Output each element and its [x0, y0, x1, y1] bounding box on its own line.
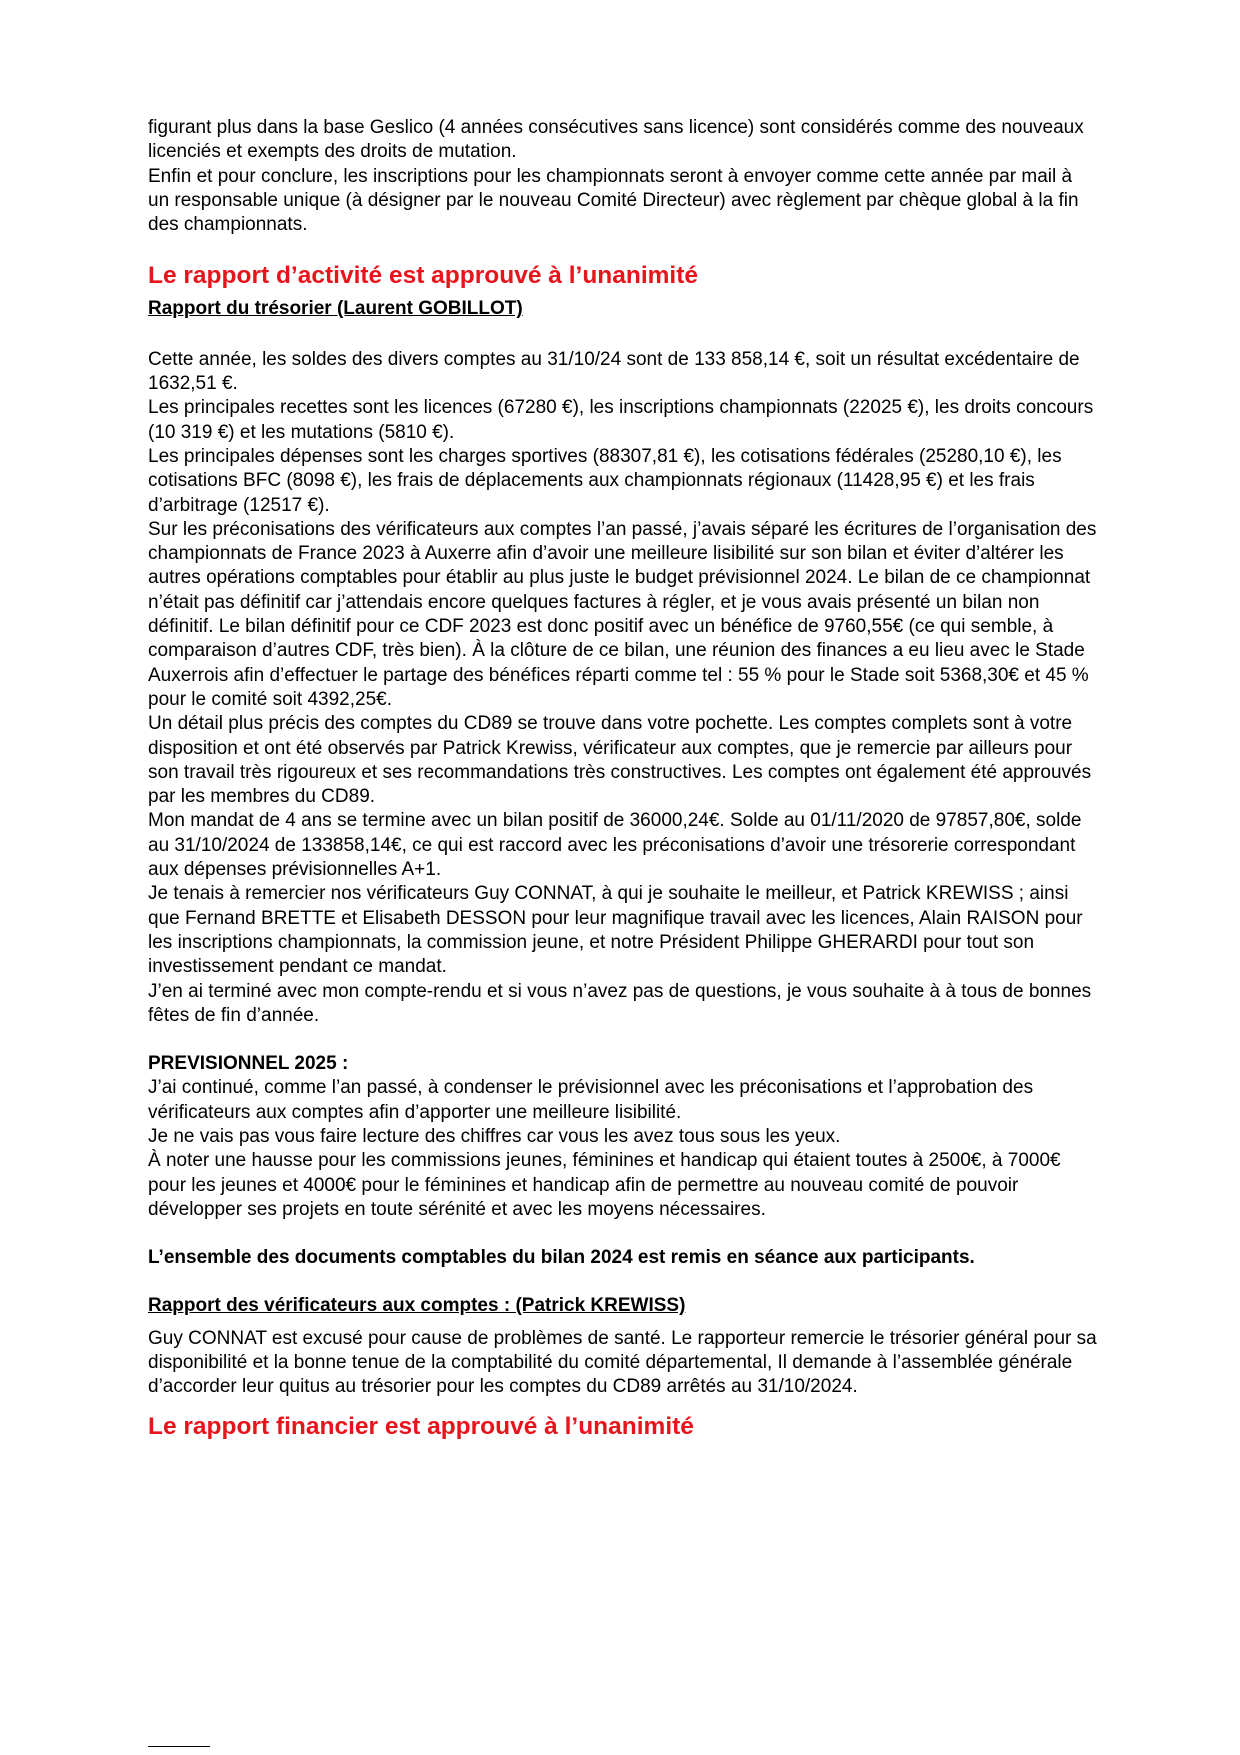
treasurer-paragraph-2: Les principales recettes sont les licences (67280 €), les inscriptions championnats (22025 €), les droits concours (10 319 €) et les mutations (5810 €). [148, 397, 1094, 443]
footer-rule [148, 1746, 210, 1747]
forecast-paragraph-2: Je ne vais pas vous faire lecture des chiffres car vous les avez tous sous les yeux. [148, 1125, 841, 1147]
forecast-paragraph-3: À noter une hausse pour les commissions jeunes, féminines et handicap qui étaient toutes à 2500€, à 7000€ pour les jeunes et 4000€ pour le féminines et handicap afin de permettre au nouveau comité de pouvoir développer ses projets en toute sérénité et avec les moyens nécessaires. [148, 1150, 1061, 1220]
treasurer-paragraph-3: Les principales dépenses sont les charges sportives (88307,81 €), les cotisations fédérales (25280,10 €), les cotisations BFC (8098 €), les frais de déplacements aux championnats régionaux (11428,95 €) et les frais d’arbitrage (12517 €). [148, 445, 1062, 516]
forecast-title: PREVISIONNEL 2025 : [148, 1053, 349, 1075]
activity-approved-heading: Le rapport d’activité est approuvé à l’unanimité [148, 262, 699, 290]
auditors-paragraph: Guy CONNAT est excusé pour cause de problèmes de santé. Le rapporteur remercie le trésorier général pour sa disponibilité et la bonne tenue de la comptabilité du comité départemental, Il demande à l’assemblée générale d’accorder leur quitus au trésorier pour les comptes du CD89 arrêtés au 31/10/2024. [148, 1327, 1097, 1398]
financial-approved-heading: Le rapport financier est approuvé à l’unanimité [148, 1412, 694, 1440]
treasurer-paragraph-4: Sur les préconisations des vérificateurs aux comptes l’an passé, j’avais séparé les écritures de l’organisation des championnats de France 2023 à Auxerre afin d’avoir une meilleure lisibilité sur son bilan et éviter d’altérer les autres opérations comptables pour établir au plus juste le budget prévisionnel 2024. Le bilan de ce championnat n’était pas définitif car j’attendais encore quelques factures à régler, et je vous avais présenté un bilan non définitif. Le bilan définitif pour ce CDF 2023 est donc positif avec un bénéfice de 9760,55€ (ce qui semble, à comparaison d’autres CDF, très bien). À la clôture de ce bilan, une réunion des finances a eu lieu avec le Stade Auxerrois afin d’effectuer le partage des bénéfices réparti comme tel : 55 % pour le Stade soit 5368,30€ et 45 % pour le comité soit 4392,25€. [148, 518, 1097, 710]
treasurer-paragraph-5: Un détail plus précis des comptes du CD89 se trouve dans votre pochette. Les comptes complets sont à votre disposition et ont été observés par Patrick Krewiss, vérificateur aux comptes, que je remercie par ailleurs pour son travail très rigoureux et ses recommandations très constructives. Les comptes ont également été approuvés par les membres du CD89. [148, 713, 1092, 808]
intro-paragraph-1: figurant plus dans la base Geslico (4 années consécutives sans licence) sont considérés comme des nouveaux licenciés et exempts des droits de mutation. [148, 117, 1084, 163]
document-page [148, 116, 1098, 1442]
treasurer-paragraph-6: Mon mandat de 4 ans se termine avec un bilan positif de 36000,24€. Solde au 01/11/2020 de 97857,80€, solde au 31/10/2024 de 133858,14€, ce qui est raccord avec les préconisations d’avoir une trésorerie correspondant aux dépenses prévisionnelles A+1. [148, 810, 1082, 881]
treasurer-paragraph-7: Je tenais à remercier nos vérificateurs Guy CONNAT, à qui je souhaite le meilleur, et Patrick KREWISS ; ainsi que Fernand BRETTE et Elisabeth DESSON pour leur magnifique travail avec les licences, Alain RAISON pour les inscriptions championnats, la commission jeune, et notre Président Philippe GHERARDI pour tout son investissement pendant ce mandat. [148, 883, 1083, 978]
forecast-paragraph-1: J’ai continué, comme l’an passé, à condenser le prévisionnel avec les préconisations et l’approbation des vérificateurs aux comptes afin d’apporter une meilleure lisibilité. [148, 1077, 1034, 1123]
auditors-report-title: Rapport des vérificateurs aux comptes : (Patrick KREWISS) [148, 1295, 686, 1317]
intro-paragraph-2: Enfin et pour conclure, les inscriptions pour les championnats seront à envoyer comme cette année par mail à un responsable unique (à désigner par le nouveau Comité Directeur) avec règlement par chèque global à la fin des championnats. [148, 165, 1079, 236]
treasurer-report-title: Rapport du trésorier (Laurent GOBILLOT) [148, 298, 523, 320]
documents-note: L’ensemble des documents comptables du bilan 2024 est remis en séance aux participants. [148, 1247, 975, 1269]
treasurer-paragraph-1: Cette année, les soldes des divers comptes au 31/10/24 sont de 133 858,14 €, soit un résultat excédentaire de 1632,51 €. [148, 348, 1080, 395]
treasurer-paragraph-8: J’en ai terminé avec mon compte-rendu et si vous n’avez pas de questions, je vous souhaite à à tous de bonnes fêtes de fin d’année. [148, 980, 1092, 1026]
